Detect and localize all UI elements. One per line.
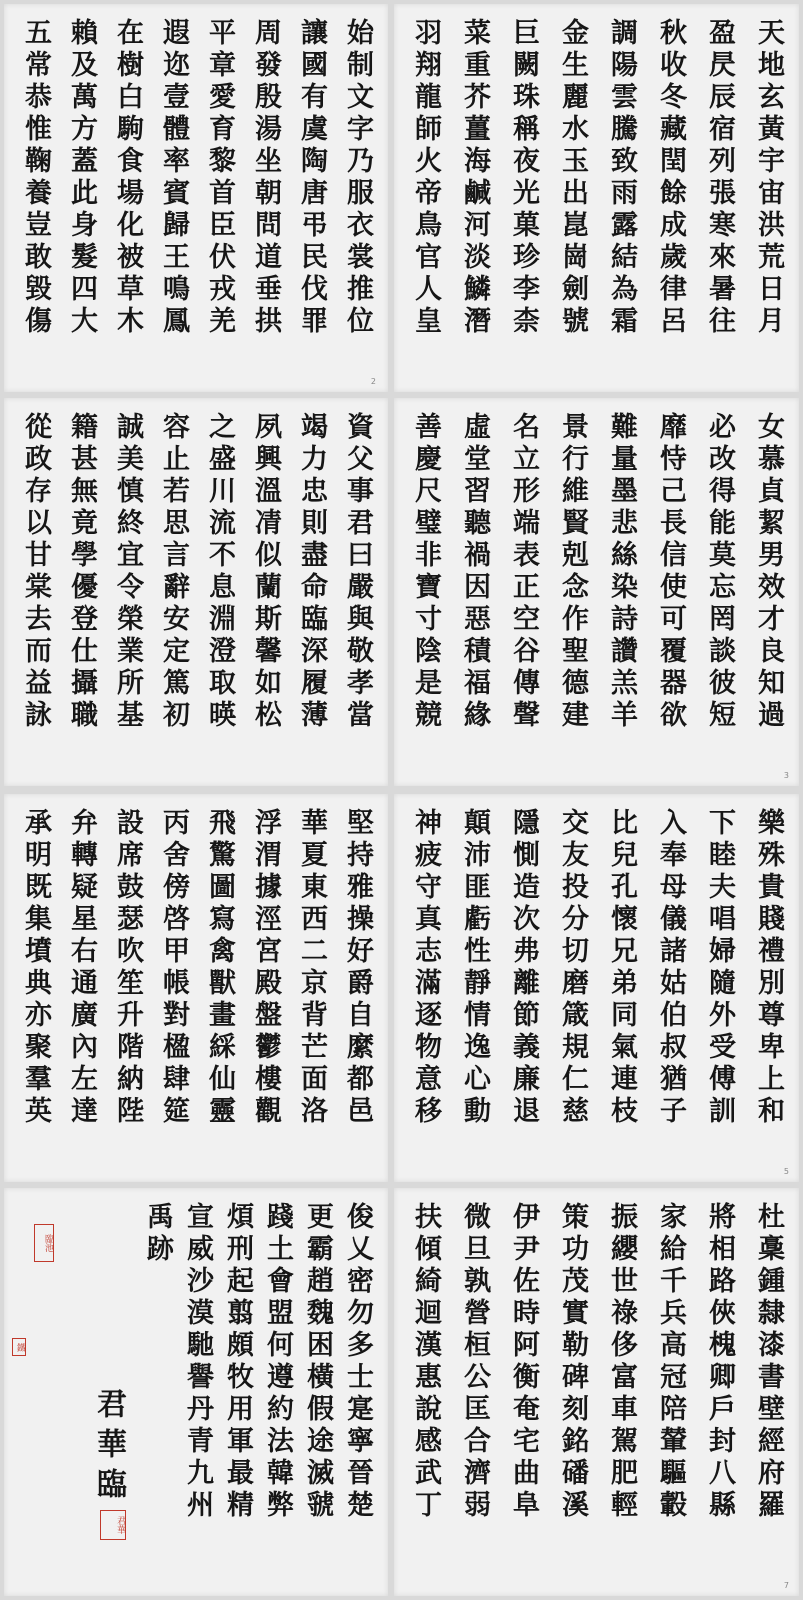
columns-p5 <box>18 808 374 1170</box>
page-5 <box>4 794 388 1182</box>
text-column: 菜重芥薑海鹹河淡鱗潛 <box>459 18 490 338</box>
text-column: 伊尹佐時阿衡奄宅曲阜 <box>508 1202 539 1522</box>
columns-p6 <box>408 808 785 1170</box>
text-column: 秋收冬藏閏餘成歲律呂 <box>655 18 686 338</box>
text-column: 扶傾綺迴漢惠說感武丁 <box>410 1202 441 1522</box>
page-7 <box>4 1188 388 1596</box>
text-column: 從政存以甘棠去而益詠 <box>20 412 51 732</box>
text-column: 弁轉疑星右通廣內左達 <box>66 808 97 1128</box>
page-number: 7 <box>783 1581 789 1590</box>
text-column: 更霸趙魏困橫假途滅虢 <box>302 1202 333 1522</box>
text-column: 煩刑起翦頗牧用軍最精 <box>222 1202 253 1522</box>
text-column: 靡恃己長信使可覆器欲 <box>655 412 686 732</box>
text-column: 讓國有虞陶唐弔民伐罪 <box>296 18 327 338</box>
text-column: 竭力忠則盡命臨深履薄 <box>296 412 327 732</box>
text-column: 夙興溫凊似蘭斯馨如松 <box>250 412 281 732</box>
text-column: 周發殷湯坐朝問道垂拱 <box>250 18 281 338</box>
text-column: 五常恭惟鞠養豈敢毀傷 <box>20 18 51 338</box>
page-2 <box>394 4 799 392</box>
text-column: 景行維賢剋念作聖德建 <box>557 412 588 732</box>
text-column: 善慶尺璧非寶寸陰是競 <box>410 412 441 732</box>
text-column: 虛堂習聽禍因惡積福緣 <box>459 412 490 732</box>
text-column: 賴及萬方蓋此身髮四大 <box>66 18 97 338</box>
text-column: 顛沛匪虧性靜情逸心動 <box>459 808 490 1128</box>
columns-p8 <box>408 1202 785 1584</box>
seal-upper-left: 臨池 <box>34 1224 54 1262</box>
page-6 <box>394 794 799 1182</box>
text-column: 女慕貞絜男效才良知過 <box>753 412 784 732</box>
text-column: 誠美慎終宜令榮業所基 <box>112 412 143 732</box>
text-column: 振纓世祿侈富車駕肥輕 <box>606 1202 637 1522</box>
text-column: 杜稾鍾隸漆書壁經府羅 <box>753 1202 784 1522</box>
text-column: 俊乂密勿多士寔寧晉楚 <box>342 1202 373 1522</box>
text-column: 金生麗水玉出崑崗劍號 <box>557 18 588 338</box>
text-column: 樂殊貴賤禮別尊卑上和 <box>753 808 784 1128</box>
text-column: 堅持雅操好爵自縻都邑 <box>342 808 373 1128</box>
text-column: 家給千兵高冠陪輦驅轂 <box>655 1202 686 1522</box>
text-column: 調陽雲騰致雨露結為霜 <box>606 18 637 338</box>
text-column: 丙舍傍啓甲帳對楹肆筵 <box>158 808 189 1128</box>
text-column: 將相路俠槐卿戶封八縣 <box>704 1202 735 1522</box>
text-column: 容止若思言辭安定篤初 <box>158 412 189 732</box>
text-column: 策功茂實勒碑刻銘磻溪 <box>557 1202 588 1522</box>
text-column: 禹跡 <box>142 1202 173 1266</box>
text-column: 交友投分切磨箴規仁慈 <box>557 808 588 1128</box>
text-column: 華夏東西二京背芒面洛 <box>296 808 327 1128</box>
text-column: 必改得能莫忘罔談彼短 <box>704 412 735 732</box>
text-column: 難量墨悲絲染詩讚羔羊 <box>606 412 637 732</box>
text-column: 遐迩壹體率賓歸王鳴鳳 <box>158 18 189 338</box>
page-1 <box>4 4 388 392</box>
text-column: 在樹白駒食場化被草木 <box>112 18 143 338</box>
page-3 <box>4 398 388 786</box>
text-column: 下睦夫唱婦隨外受傅訓 <box>704 808 735 1128</box>
page-number: 5 <box>783 1167 789 1176</box>
text-column: 始制文字乃服衣裳推位 <box>342 18 373 338</box>
text-column: 籍甚無竟學優登仕攝職 <box>66 412 97 732</box>
seal-middle-left: 鐵 <box>12 1338 26 1356</box>
columns-p7 <box>142 1202 374 1574</box>
text-column: 微旦孰營桓公匡合濟弱 <box>459 1202 490 1522</box>
page-number: 2 <box>370 377 376 386</box>
text-column: 宣威沙漠馳譽丹青九州 <box>182 1202 213 1522</box>
columns-p4 <box>408 412 785 774</box>
text-column: 浮渭據涇宮殿盤鬱樓觀 <box>250 808 281 1128</box>
text-column: 隱惻造次弗離節義廉退 <box>508 808 539 1128</box>
page-4 <box>394 398 799 786</box>
text-column: 飛驚圖寫禽獸畫綵仙靈 <box>204 808 235 1128</box>
page-number: 3 <box>783 771 789 780</box>
text-column: 羽翔龍師火帝鳥官人皇 <box>410 18 441 338</box>
columns-p3 <box>18 412 374 774</box>
text-column: 神疲守真志滿逐物意移 <box>410 808 441 1128</box>
text-column: 名立形端表正空谷傳聲 <box>508 412 539 732</box>
text-column: 入奉母儀諸姑伯叔猶子 <box>655 808 686 1128</box>
text-column: 盈昃辰宿列張寒來暑往 <box>704 18 735 338</box>
text-column: 設席鼓瑟吹笙升階納陛 <box>112 808 143 1128</box>
text-column: 比兒孔懷兄弟同氣連枝 <box>606 808 637 1128</box>
columns-p2 <box>408 18 785 380</box>
text-column: 承明既集墳典亦聚羣英 <box>20 808 51 1128</box>
seal-signature: 君華 <box>100 1510 126 1540</box>
text-column: 平章愛育黎首臣伏戎羌 <box>204 18 235 338</box>
page-8 <box>394 1188 799 1596</box>
text-column: 之盛川流不息淵澄取暎 <box>204 412 235 732</box>
text-column: 天地玄黃宇宙洪荒日月 <box>753 18 784 338</box>
text-column: 資父事君曰嚴與敬孝當 <box>342 412 373 732</box>
text-column: 巨闕珠稱夜光菓珍李柰 <box>508 18 539 338</box>
text-column: 踐土會盟何遵約法韓弊 <box>262 1202 293 1522</box>
signature: 君華臨 <box>91 1388 126 1508</box>
columns-p1 <box>18 18 374 380</box>
